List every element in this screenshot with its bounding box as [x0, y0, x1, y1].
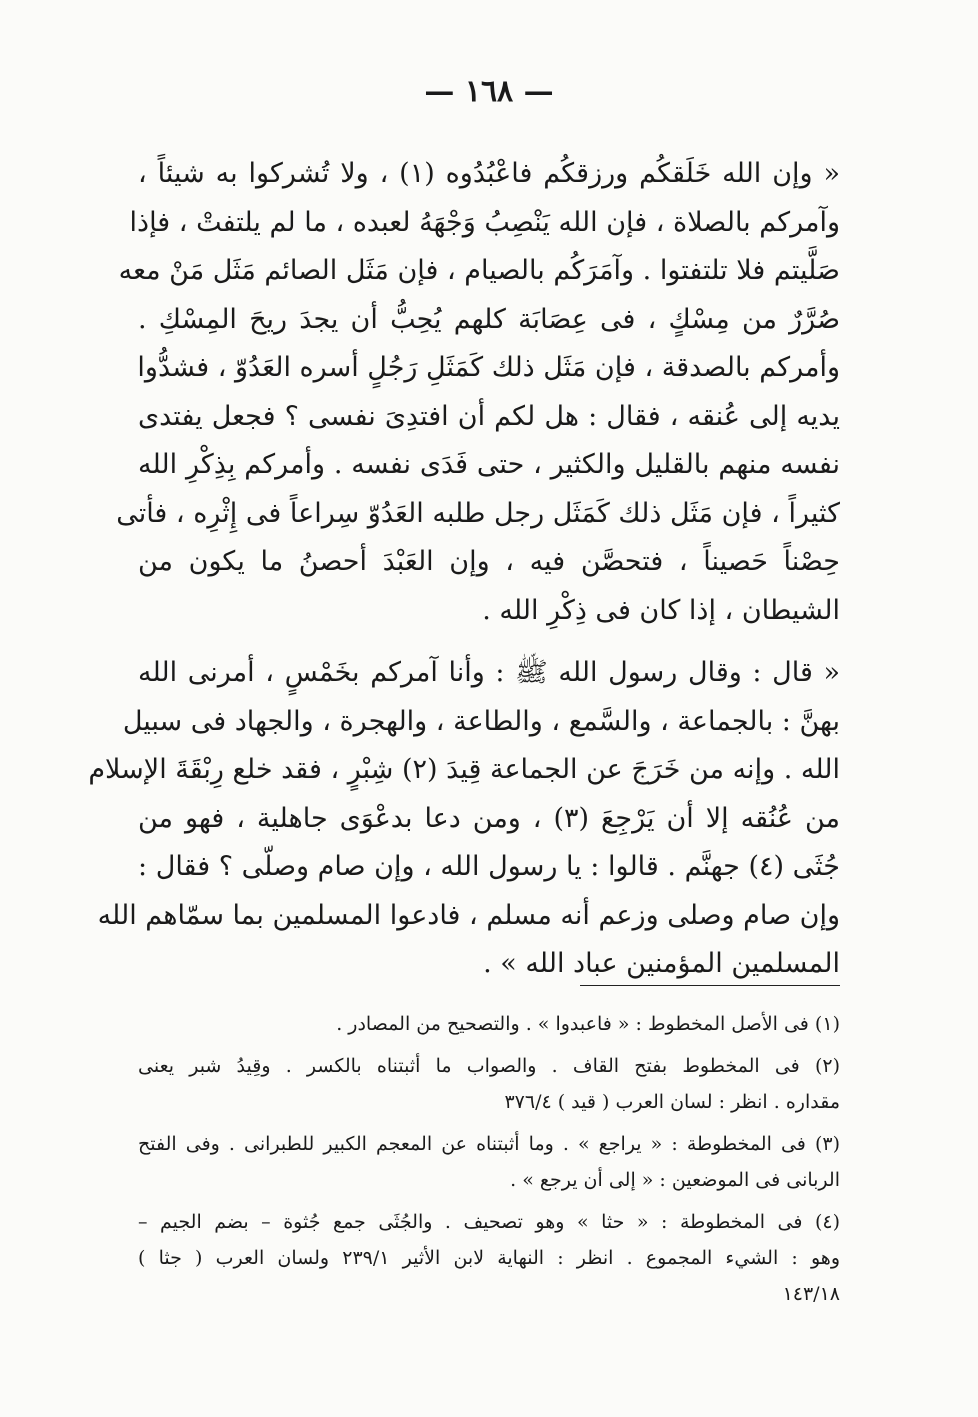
page-number: — ١٦٨ — [424, 74, 554, 109]
footnote-line: (٣) فى المخطوطة : « يراجع » . وما أثبتناه عن المعجم الكبير للطبرانى . وفى الفتح [138, 1133, 840, 1155]
text-line: بهنَّ : بالجماعة ، والسَّمع ، والطاعة ، والهجرة ، والجهاد فى سبيل [122, 705, 840, 737]
text-line: جُثَى (٤) جهنَّم . قالوا : يا رسول الله ، وإن صام وصلّى ؟ فقال : [138, 851, 840, 882]
footnote-separator [580, 985, 840, 986]
footnote-line: (٢) فى المخطوط بفتح القاف . والصواب ما أثبتناه بالكسر . وقِيدُ شبر يعنى [138, 1055, 840, 1077]
text-line: وأمركم بالصدقة ، فإن مَثَل ذلك كَمَثَلِ رَجُلٍ أسره العَدُوّ ، فشدُّوا [137, 352, 840, 383]
text-line: وإن صام وصلى وزعم أنه مسلم ، فادعوا المسلمين بما سمّاهم الله [97, 899, 840, 931]
footnote-line: (٤) فى المخطوطة : « حثا » وهو تصحيف . والجُثَى جمع جُثوة – بضم الجيم – [138, 1211, 840, 1233]
paragraph [116, 150, 840, 635]
paragraph [88, 649, 840, 989]
footnote [138, 1204, 840, 1312]
text-line: « قال : وقال رسول الله ﷺ : وأنا آمركم بخَمْسٍ ، أمرنى الله [138, 657, 840, 688]
text-line: صَلَّيتم فلا تلتفتوا . وآمَرَكُم بالصيام ، فإن مَثَل الصائم مَثَل مَنْ معه [118, 255, 840, 286]
footnote-line: مقداره . انظر : لسان العرب ( قيد ) ٣٧٦/٤ [504, 1091, 840, 1113]
text-line: من عُنُقه إلا أن يَرْجِعَ (٣) ، ومن دعا بدعْوَى جاهلية ، فهو من [138, 802, 840, 834]
footnote [138, 1126, 840, 1198]
text-line: المسلمين المؤمنين عباد الله » . [483, 948, 840, 979]
footnote-line: ١٤٣/١٨ [782, 1283, 840, 1305]
main-text [88, 150, 840, 989]
text-line: صُرَّرٌ من مِسْكٍ ، فى عِصَابَة كلهم يُحِبُّ أن يجدَ ريحَ المِسْكِ . [138, 303, 840, 335]
text-line: الشيطان ، إذا كان فى ذِكْرِ الله . [482, 594, 840, 626]
footnote [138, 1006, 840, 1042]
text-line: نفسه منهم بالقليل والكثير ، حتى فَدَى نفسه . وأمركم بِذِكْرِ الله [138, 449, 840, 480]
text-line: يديه إلى عُنقه ، فقال : هل لكم أن افتدِىَ نفسى ؟ فجعل يفتدى [138, 400, 840, 432]
footnote-line: الربانى فى الموضعين : « إلى أن يرجع » . [510, 1169, 840, 1191]
footnote-line: وهو : الشيء المجموع . انظر : النهاية لابن الأثير ٢٣٩/١ ولسان العرب ( جثا ) [138, 1247, 840, 1269]
footnote-line: (١) فى الأصل المخطوط : « فاعبدوا » . والتصحيح من المصادر . [336, 1013, 840, 1035]
text-line: الله . وإنه من خَرَجَ عن الجماعة قِيدَ (٢) شِبْرٍ ، فقد خلع رِبْقَةَ الإسلام [88, 754, 840, 785]
text-line: « وإن الله خَلَقكُم ورزقكُم فاعْبُدُوه (١) ، ولا تُشركوا به شيئاً ، [138, 158, 840, 189]
text-line: كثيراً ، فإن مَثَل ذلك كَمَثَل رجل طلبه العَدُوّ سِراعاً فى إِثْرِه ، فأتى [116, 497, 840, 529]
footnotes [138, 1006, 840, 1318]
footnote [138, 1048, 840, 1120]
text-line: وآمركم بالصلاة ، فإن الله يَنْصِبُ وَجْهَهُ لعبده ، ما لم يلتفتْ ، فإذا [129, 206, 840, 238]
text-line: حِصْناً حَصيناً ، فتحصَّن فيه ، وإن العَبْدَ أحصنُ ما يكون من [138, 546, 840, 577]
